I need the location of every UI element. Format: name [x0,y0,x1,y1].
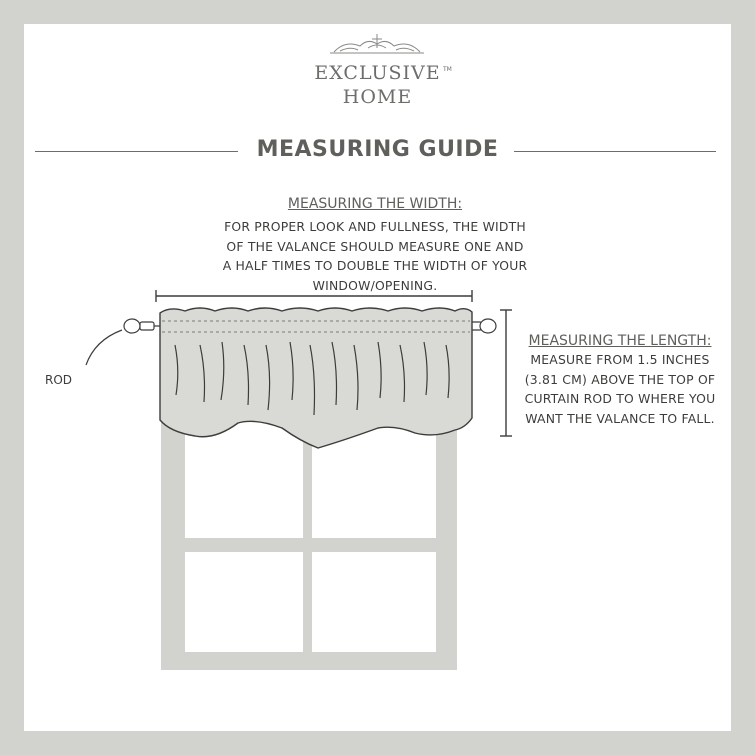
width-line: WINDOW/OPENING. [312,277,438,293]
width-line: OF THE VALANCE SHOULD MEASURE ONE AND [226,238,524,254]
length-line: CURTAIN ROD TO WHERE YOU [524,391,716,407]
brand-name-line1: EXCLUSIVE [314,62,441,84]
length-line: (3.81 CM) ABOVE THE TOP OF [524,371,716,387]
length-dimension-line [500,310,512,436]
page-title: MEASURING GUIDE [256,137,499,162]
width-heading: MEASURING THE WIDTH: [287,196,463,212]
rod-label: ROD [45,373,73,387]
width-instructions [130,217,620,295]
rod-callout-line [86,330,122,365]
brand-name-line2: HOME [342,86,413,108]
brand-ornament-icon [330,34,424,53]
trademark-mark: TM [443,66,452,73]
length-heading: MEASURING THE LENGTH: [528,333,712,349]
width-line: FOR PROPER LOOK AND FULLNESS, THE WIDTH [224,219,526,234]
length-line: MEASURE FROM 1.5 INCHES [530,352,710,367]
length-instructions [512,350,728,428]
width-line: A HALF TIMES TO DOUBLE THE WIDTH OF YOUR [222,258,528,274]
valance [160,308,472,448]
length-line: WANT THE VALANCE TO FALL. [525,410,715,426]
title-rule-right [514,151,716,152]
